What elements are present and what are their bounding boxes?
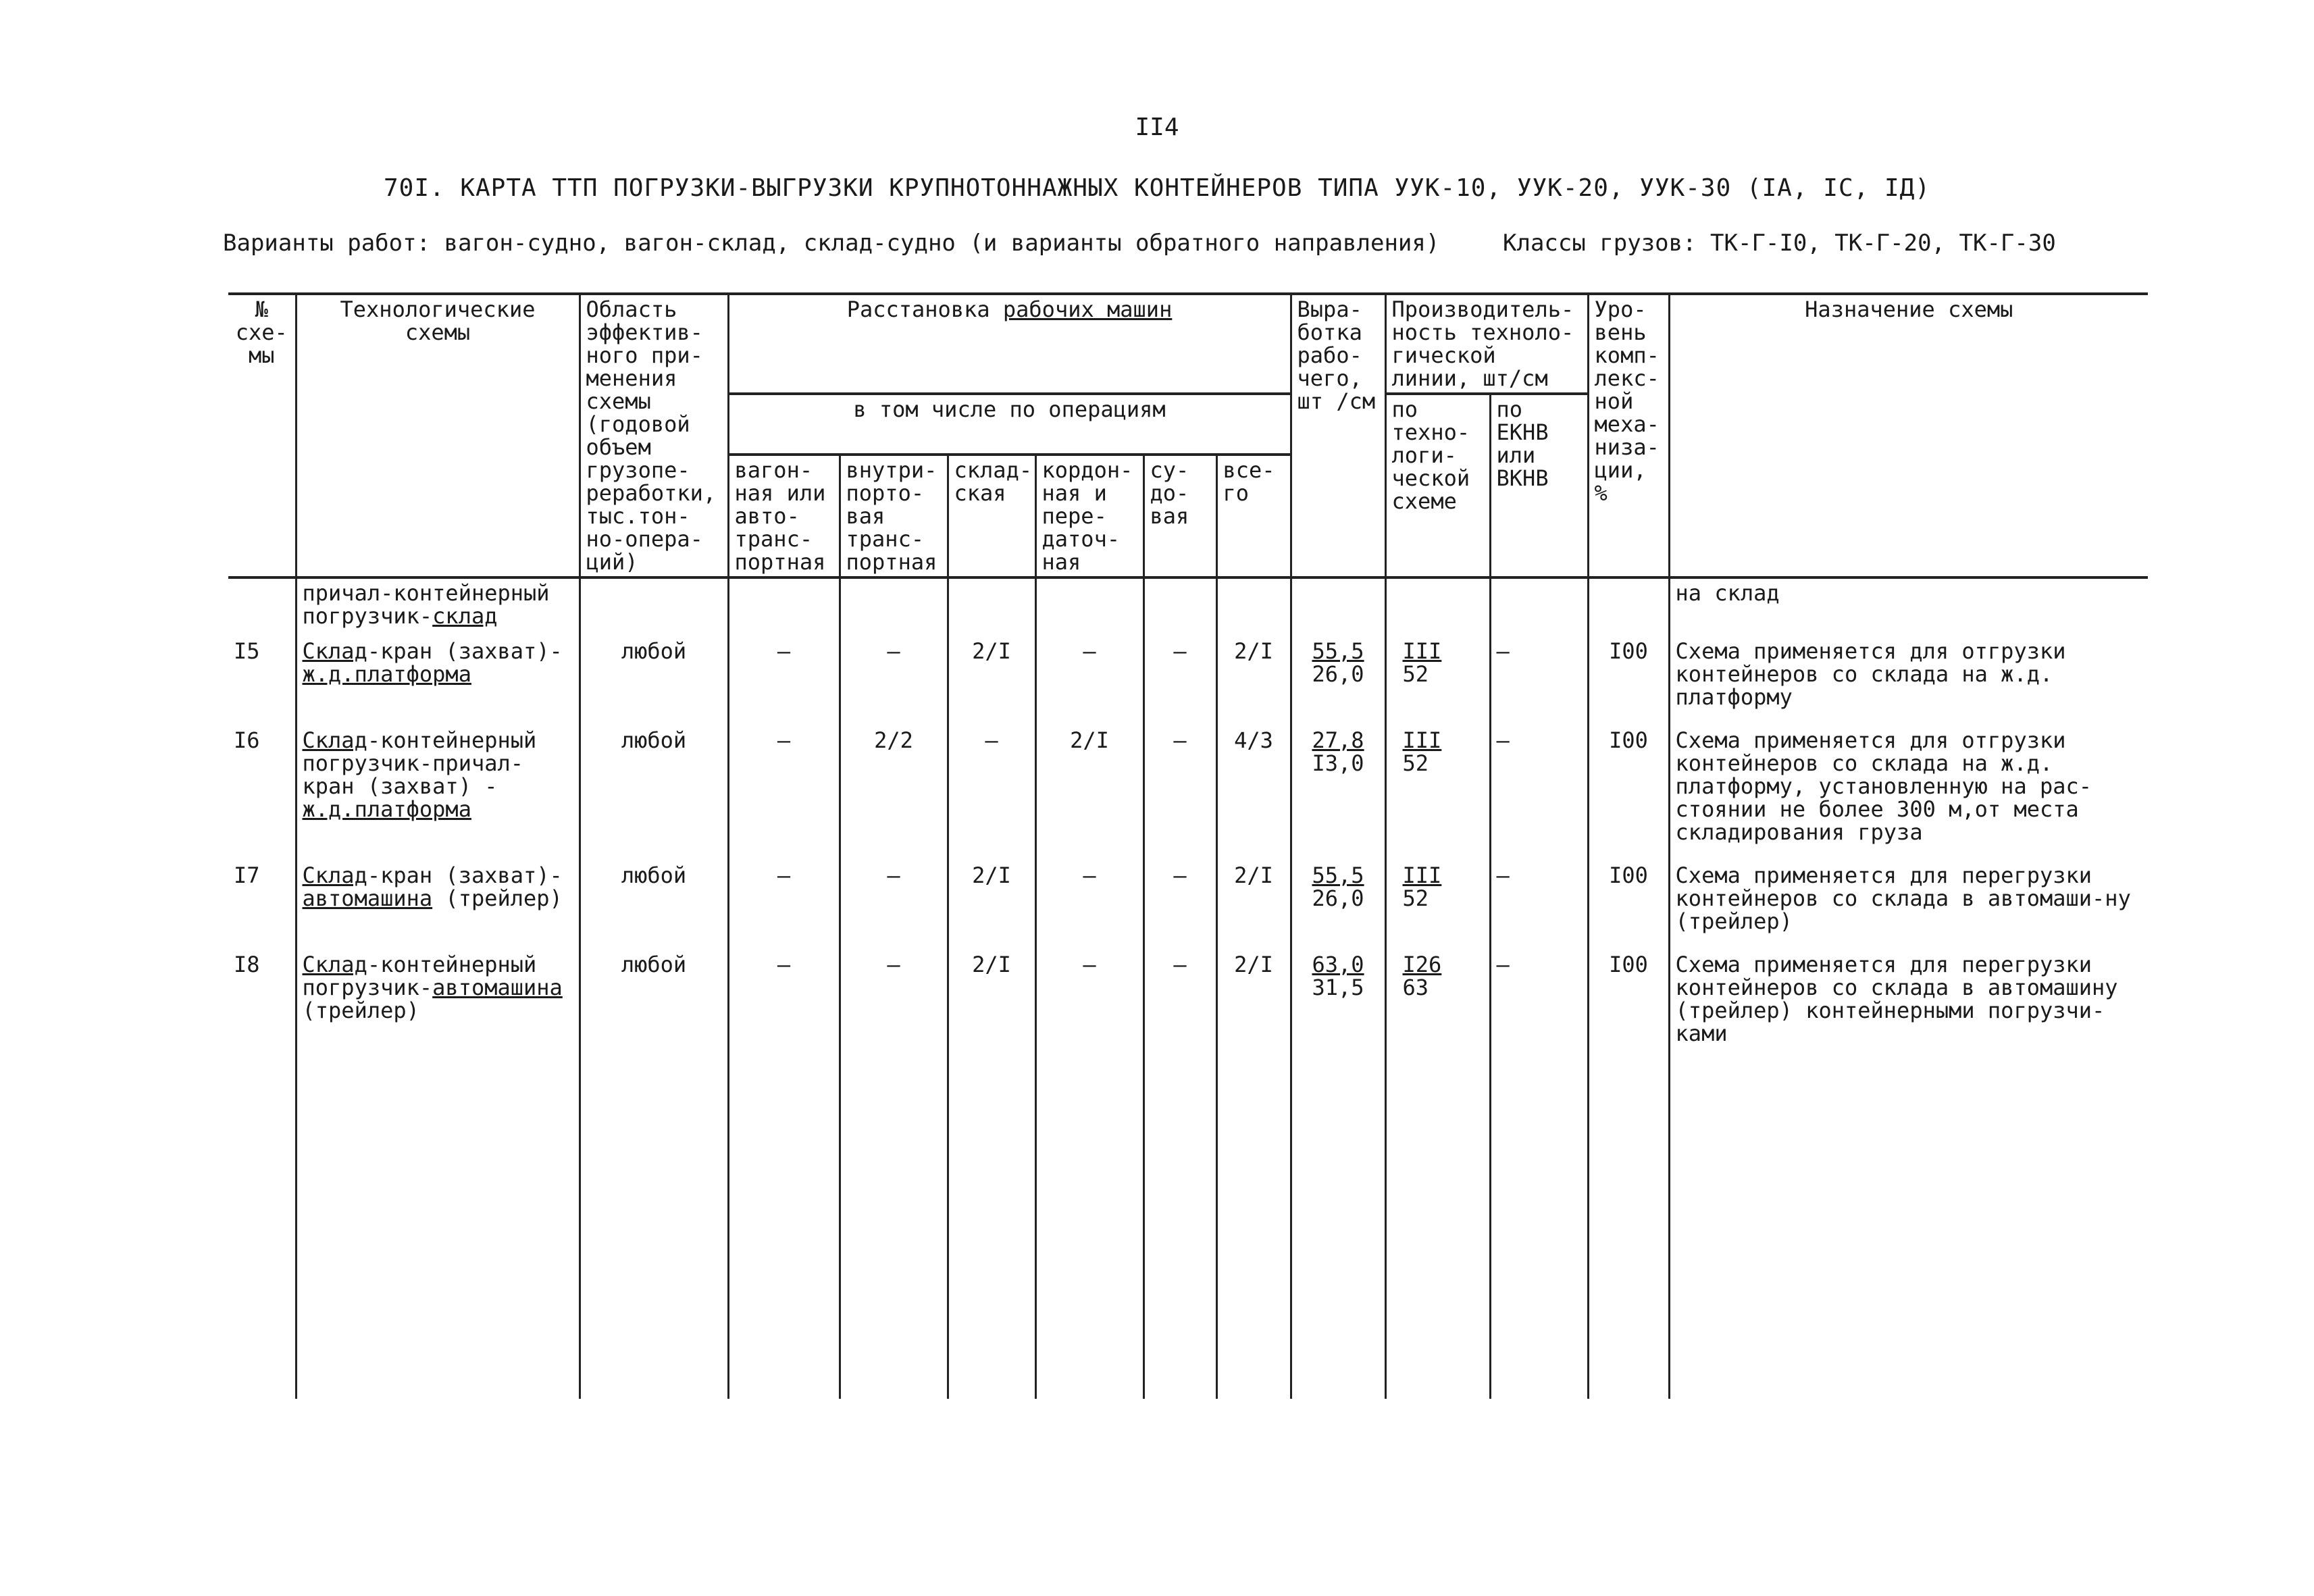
eknv-cell: – [1490, 630, 1588, 719]
scheme-number: I5 [228, 630, 296, 719]
tech-cell [296, 577, 580, 630]
header-placement-machines: рабочих машин [1002, 297, 1173, 322]
header-mech: Уро-вень комп-лекс-ной меха-низа-ции, % [1588, 294, 1669, 577]
output-top: 63,0 [1312, 952, 1364, 977]
ship-cell: – [1143, 944, 1216, 1056]
purpose-cell: на склад [1669, 577, 2148, 630]
area-cell: любой [580, 854, 728, 944]
header-wagon: вагон-ная или авто-транс-портная [728, 455, 840, 577]
output-bottom: 26,0 [1312, 661, 1364, 687]
header-area: Область эффектив-ного при-менения схемы (годовой объем грузопе-реработки, тыс.тон-но-опера-ций) [580, 294, 728, 577]
prod-top: I26 [1402, 952, 1442, 977]
prod-bottom: 52 [1402, 885, 1429, 911]
total-cell: 2/I [1216, 854, 1291, 944]
output-bottom: 26,0 [1312, 885, 1364, 911]
mech-cell: I00 [1588, 719, 1669, 854]
header-inner: внутри-порто-вая транс-портная [840, 455, 948, 577]
tech-part: -контейнерный погрузчик- [302, 952, 537, 1000]
tech-part: Склад [302, 863, 367, 888]
page-number: II4 [1135, 113, 1179, 141]
prod-bottom: 52 [1402, 750, 1429, 776]
output-cell [1291, 944, 1385, 1056]
tech-part: (трейлер) [432, 885, 563, 911]
prod-top: III [1402, 727, 1442, 753]
header-productivity: Производитель-ность техноло-гической линии, шт/см [1385, 294, 1588, 394]
prod-cell [1385, 944, 1490, 1056]
cargo-classes: Классы грузов: ТК-Г-I0, ТК-Г-20, ТК-Г-30 [1503, 230, 2056, 257]
eknv-cell: – [1490, 854, 1588, 944]
header-warehouse: склад-ская [948, 455, 1035, 577]
output-top: 27,8 [1312, 727, 1364, 753]
table-row [228, 944, 2148, 1056]
tech-part: -кран (захват)- [367, 863, 563, 888]
tech-part: Склад [302, 638, 367, 664]
header-num: № схе-мы [228, 294, 296, 577]
tech-part: склад [432, 603, 498, 629]
tech-cell [296, 854, 580, 944]
total-cell: 4/3 [1216, 719, 1291, 854]
tech-part: -контейнерный погрузчик-причал-кран (захват) - [302, 727, 537, 799]
total-cell: 2/I [1216, 630, 1291, 719]
mech-cell: I00 [1588, 944, 1669, 1056]
tech-part: (трейлер) [302, 998, 419, 1023]
purpose-cell: Схема применяется для перегрузки контейнеров со склада в автомашину (трейлер) контейнерными погрузчи-ками [1669, 944, 2148, 1056]
prod-top: III [1402, 863, 1442, 888]
cordon-cell: – [1035, 854, 1143, 944]
total-cell: 2/I [1216, 944, 1291, 1056]
ttp-table [228, 292, 2148, 1399]
table-row-pre [228, 577, 2148, 630]
cordon-cell: – [1035, 630, 1143, 719]
output-bottom: 31,5 [1312, 975, 1364, 1000]
tech-cell [296, 719, 580, 854]
warehouse-cell: 2/I [948, 630, 1035, 719]
area-cell: любой [580, 719, 728, 854]
wagon-cell: – [728, 854, 840, 944]
area-cell: любой [580, 944, 728, 1056]
warehouse-cell: 2/I [948, 854, 1035, 944]
output-cell [1291, 719, 1385, 854]
mech-cell: I00 [1588, 630, 1669, 719]
header-tech: Технологические схемы [296, 294, 580, 577]
area-cell: любой [580, 630, 728, 719]
wagon-cell: – [728, 719, 840, 854]
header-by-ops: в том числе по операциям [728, 394, 1291, 455]
ship-cell: – [1143, 630, 1216, 719]
ship-cell: – [1143, 719, 1216, 854]
purpose-cell: Схема применяется для отгрузки контейнеров со склада на ж.д. платформу, установленную на рас-стоянии не более 300 м,от места складирования груза [1669, 719, 2148, 854]
tech-cell [296, 630, 580, 719]
output-bottom: I3,0 [1312, 750, 1364, 776]
header-by-eknv: по ЕКНВ или ВКНВ [1490, 394, 1588, 577]
tech-part: Склад [302, 952, 367, 977]
mech-cell: I00 [1588, 854, 1669, 944]
document-title: 70I. КАРТА ТТП ПОГРУЗКИ-ВЫГРУЗКИ КРУПНОТОННАЖНЫХ КОНТЕЙНЕРОВ ТИПА УУК-10, УУК-20, УУК-30 (IA, IC, IД) [383, 174, 1931, 202]
header-purpose: Назначение схемы [1669, 294, 2148, 577]
inner-cell: – [840, 944, 948, 1056]
header-ship: су-до-вая [1143, 455, 1216, 577]
tech-part: ж.д.платформа [302, 796, 471, 822]
tech-part: автомашина [302, 885, 433, 911]
header-output: Выра-ботка рабо-чего, шт /см [1291, 294, 1385, 577]
tech-part: автомашина [432, 975, 563, 1000]
table-empty-space [228, 1056, 2148, 1399]
output-cell [1291, 854, 1385, 944]
purpose-cell: Схема применяется для перегрузки контейнеров со склада в автомаши-ну (трейлер) [1669, 854, 2148, 944]
inner-cell: 2/2 [840, 719, 948, 854]
cordon-cell: 2/I [1035, 719, 1143, 854]
header-placement-label: Расстановка [846, 297, 990, 322]
inner-cell: – [840, 630, 948, 719]
prod-cell [1385, 854, 1490, 944]
header-placement [728, 294, 1291, 394]
eknv-cell: – [1490, 944, 1588, 1056]
tech-part: -кран (захват)- [367, 638, 563, 664]
output-top: 55,5 [1312, 863, 1364, 888]
prod-bottom: 52 [1402, 661, 1429, 687]
cordon-cell: – [1035, 944, 1143, 1056]
tech-part: Склад [302, 727, 367, 753]
table-row [228, 854, 2148, 944]
prod-top: III [1402, 638, 1442, 664]
warehouse-cell: – [948, 719, 1035, 854]
scheme-number: I7 [228, 854, 296, 944]
tech-part: ж.д.платформа [302, 661, 471, 687]
output-top: 55,5 [1312, 638, 1364, 664]
prod-cell [1385, 719, 1490, 854]
tech-part: причал-контейнерный погрузчик- [302, 580, 550, 629]
table-row [228, 719, 2148, 854]
table-row [228, 630, 2148, 719]
prod-bottom: 63 [1402, 975, 1429, 1000]
header-by-scheme: по техно-логи-ческой схеме [1385, 394, 1490, 577]
inner-cell: – [840, 854, 948, 944]
header-cordon: кордон-ная и пере-даточ-ная [1035, 455, 1143, 577]
scheme-number: I6 [228, 719, 296, 854]
scheme-number: I8 [228, 944, 296, 1056]
eknv-cell: – [1490, 719, 1588, 854]
ship-cell: – [1143, 854, 1216, 944]
purpose-cell: Схема применяется для отгрузки контейнеров со склада на ж.д. платформу [1669, 630, 2148, 719]
wagon-cell: – [728, 944, 840, 1056]
tech-cell [296, 944, 580, 1056]
work-variants: Варианты работ: вагон-судно, вагон-склад, склад-судно (и варианты обратного направления) [223, 230, 1440, 257]
wagon-cell: – [728, 630, 840, 719]
header-total: все-го [1216, 455, 1291, 577]
warehouse-cell: 2/I [948, 944, 1035, 1056]
prod-cell [1385, 630, 1490, 719]
output-cell [1291, 630, 1385, 719]
